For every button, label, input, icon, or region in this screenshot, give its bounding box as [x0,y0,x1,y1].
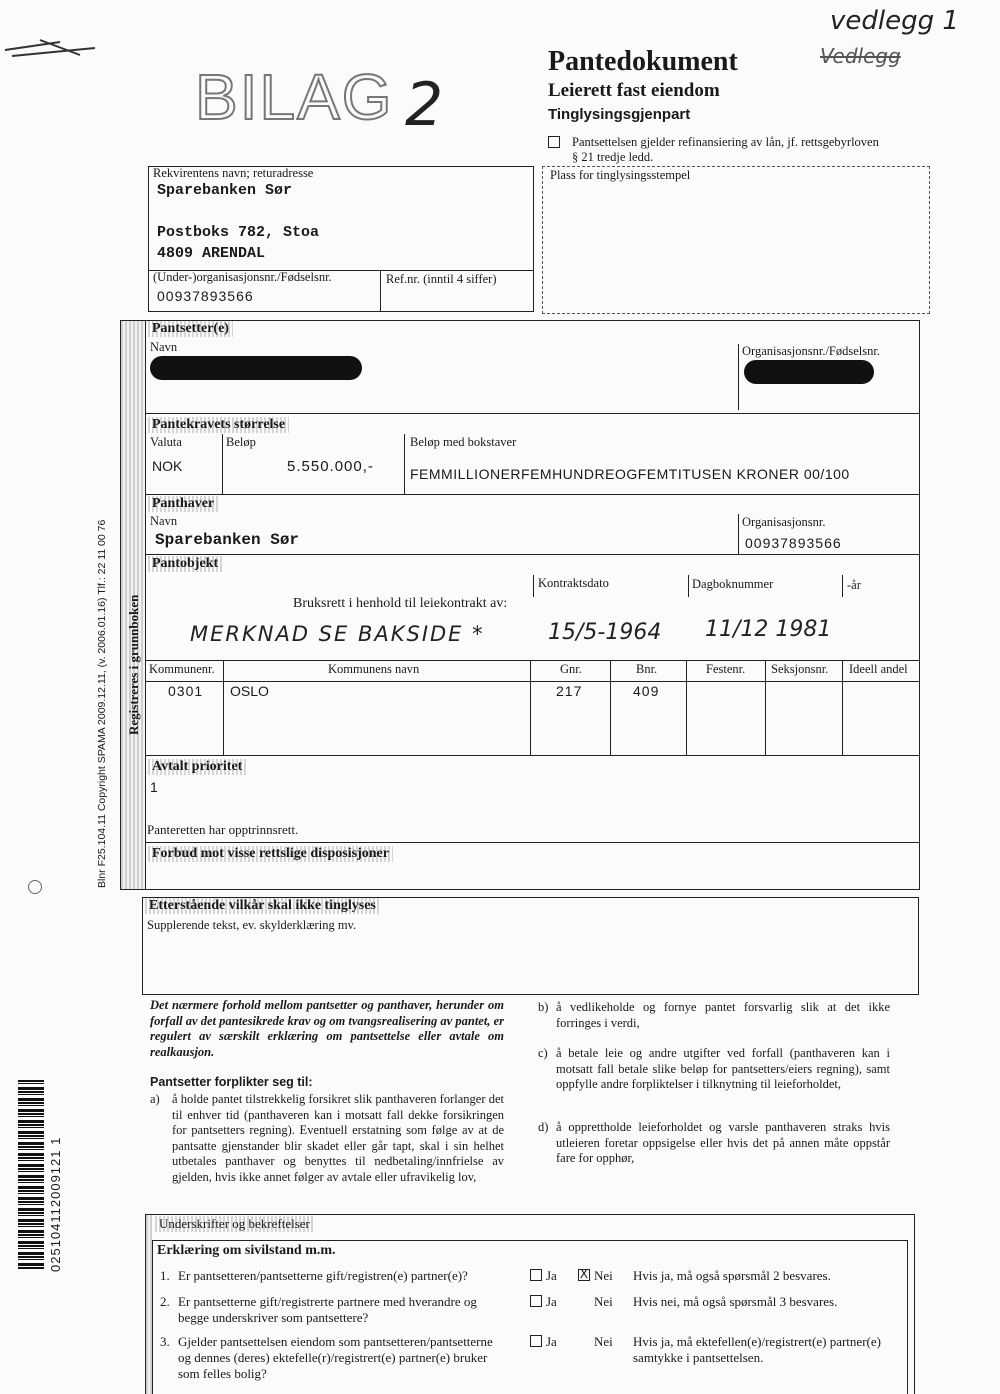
pledger-name-label: Navn [150,340,178,354]
requester-org-value[interactable]: 00937893566 [157,288,254,304]
q2-text-line2: begge underskriver som pantsettere? [178,1310,369,1325]
q3-number: 3. [160,1334,170,1349]
mortgagee-name[interactable]: Sparebanken Sør [155,531,300,549]
q2-number: 2. [160,1294,170,1309]
signatures-heading: Underskrifter og bekreftelser [155,1216,314,1232]
claim-amount-label: Beløp [226,435,256,449]
table-cell-gnr[interactable]: 217 [556,683,583,699]
terms-sub: Supplerende tekst, ev. skylderklæring mv. [147,918,357,932]
redaction-bar [744,360,874,384]
obligation-a: å holde pantet tilstrekkelig forsikret slik panthaveren forlanger det til enhver tid (panthaveren kan i motsatt fall dekke forsikringen for pantsetters regning). Eventuell erstatning som følge av at de pantsatte gjenstander blir skadet eller går tapt, skal i sin helhet utbetales panthaver og benyttes til nedbetaling/innfrielse av gjelden, hvis ikke annet følger av avtale eller ufravikelig lov, [172,1092,504,1184]
mortgagee-org-value[interactable]: 00937893566 [745,535,842,551]
requester-address2[interactable]: 4809 ARENDAL [157,245,266,262]
stamp-area [542,166,930,314]
q2-no-label: Nei [594,1294,613,1309]
prohibition-heading: Forbud mot visse rettslige disposisjoner [148,846,393,862]
q2-hint: Hvis nei, må også spørsmål 3 besvares. [633,1294,838,1309]
document-title: Pantedokument [548,46,738,77]
bilag-stamp: BILAG [195,61,394,133]
refinance-line2: § 21 tredje ledd. [572,150,654,164]
q1-yes-checkbox[interactable] [530,1269,542,1281]
form-copyright-vertical: Blnr F25.104.11 Copyright SPAMA 2009.12.11, (v. 2006.01.16) Tlf.: 22 11 00 76 [96,519,108,888]
q3-text-line2: og dennes (deres) ektefelle(r)/registrert(e) partner(e) bruker [178,1350,488,1365]
table-cell-kommunenr[interactable]: 0301 [168,683,204,699]
table-header-festenr: Festenr. [706,662,746,676]
claim-currency-label: Valuta [150,435,182,449]
priority-value[interactable]: 1 [150,779,158,795]
claim-words-label: Beløp med bokstaver [410,435,517,449]
refinance-line1: Pantsettelsen gjelder refinansiering av lån, jf. rettsgebyrloven [572,135,879,149]
handwritten-journal-number: 11/12 1981 [705,617,832,642]
refinance-checkbox[interactable] [548,136,560,148]
contract-date-label: Kontraktsdato [538,576,609,590]
registered-block [120,320,920,890]
q3-hint-line2: samtykke i pantsettelsen. [633,1350,764,1365]
marital-heading: Erklæring om sivilstand m.m. [157,1243,336,1258]
stamp-area-label: Plass for tinglysingsstempel [550,168,691,182]
punch-hole-icon [28,880,42,894]
mortgagee-name-label: Navn [150,514,178,528]
obligations-heading: Pantsetter forplikter seg til: [150,1075,313,1089]
pen-scribble-icon [0,20,110,70]
q1-number: 1. [160,1268,170,1283]
obligation-b: å vedlikeholde og fornye pantet forsvarlig slik at det ikke forringes i verdi, [556,1000,890,1030]
journal-number-label: Dagboknummer [692,577,774,591]
table-header-kommunenr: Kommunenr. [149,662,215,676]
requester-name[interactable]: Sparebanken Sør [157,182,293,199]
pledger-org-label: Organisasjonsnr./Fødselsnr. [742,344,880,358]
vedlegg-annotation: vedlegg 1 [830,6,959,36]
mortgagee-heading: Panthaver [148,496,218,512]
terms-intro: Det nærmere forhold mellom pantsetter og panthaver, herunder om forfall av det pantesikrede krav og om tvangsrealisering av pantet, er regulert av særskilt erklæring om pantsettelse eller avtale om realkausjon. [150,998,504,1059]
terms-heading: Etterstående vilkår skal ikke tinglyses [145,898,380,914]
document-subtitle: Leierett fast eiendom [548,80,720,101]
lease-text: Bruksrett i henhold til leiekontrakt av: [293,596,508,611]
handwritten-contract-date: 15/5-1964 [548,620,662,645]
table-cell-bnr[interactable]: 409 [633,683,660,699]
q3-text-line3: som felles bolig? [178,1366,267,1381]
q1-no-label: Nei [594,1268,613,1283]
q1-no-checkbox[interactable]: X [579,1267,589,1281]
q3-no-label: Nei [594,1334,613,1349]
table-header-bnr: Bnr. [636,662,658,676]
q3-text-line1: Gjelder pantsettelsen eiendom som pantsetteren/pantsetterne [178,1334,493,1349]
registry-vertical-label: Registreres i grunnboken [126,594,141,735]
bilag-number: 2 [405,70,444,140]
obligation-c: å betale leie og andre utgifter ved forfall (panthaveren kan i motsatt fall betale slike beløp for pantsetters/eiers regning), samt oppfylle andre forpliktelser i tilknytning til leieforholdet, [556,1046,890,1091]
table-header-ideell-andel: Ideell andel [849,662,908,676]
q2-yes-label: Ja [546,1294,557,1309]
mortgagee-org-label: Organisasjonsnr. [742,515,826,529]
q1-hint: Hvis ja, må også spørsmål 2 besvares. [633,1268,831,1283]
q3-yes-label: Ja [546,1334,557,1349]
q2-yes-checkbox[interactable] [530,1295,542,1307]
requester-address1[interactable]: Postboks 782, Stoa [157,224,320,241]
barcode-icon [18,1080,44,1270]
q1-text: Er pantsetteren/pantsetterne gift/registren(e) partner(e)? [178,1268,468,1283]
claim-heading: Pantekravets størrelse [148,417,289,433]
journal-year-label: -år [847,578,861,592]
q3-hint-line1: Hvis ja, må ektefellen(e)/registrert(e) partner(e) [633,1334,881,1349]
pledger-heading: Pantsetter(e) [148,321,233,337]
handwritten-note: MERKNAD SE BAKSIDE * [190,622,485,646]
q1-yes-label: Ja [546,1268,557,1283]
obligation-a-marker: a) [150,1092,160,1106]
obligation-d: å opprettholde leieforholdet og varsle panthaveren straks hvis utleieren foretar oppsigelse eller hvis det på annen måte oppstår fare for opphør, [556,1120,890,1165]
claim-words[interactable]: FEMMILLIONERFEMHUNDREOGFEMTITUSEN KRONER 00/100 [410,466,850,482]
table-header-kommunenavn: Kommunens navn [328,662,420,676]
vedlegg-strike-annotation: Vedlegg [820,44,901,68]
priority-note: Panteretten har opptrinnsrett. [147,822,299,837]
q3-yes-checkbox[interactable] [530,1335,542,1347]
barcode-number: 025104112009121 1 [48,1136,63,1272]
priority-heading: Avtalt prioritet [148,759,246,775]
requester-ref-label: Ref.nr. (inntil 4 siffer) [386,272,497,286]
document-copy-type: Tinglysingsgjenpart [548,106,691,123]
object-heading: Pantobjekt [148,556,222,572]
obligation-b-marker: b) [538,1000,549,1014]
q2-text-line1: Er pantsetterne gift/registrerte partnere med hverandre og [178,1294,477,1309]
obligation-d-marker: d) [538,1120,549,1134]
requester-label: Rekvirentens navn; returadresse [153,166,314,180]
requester-org-label: (Under-)organisasjonsnr./Fødselsnr. [153,270,332,284]
table-header-gnr: Gnr. [560,662,582,676]
table-header-seksjonsnr: Seksjonsnr. [771,662,829,676]
claim-currency[interactable]: NOK [152,458,183,474]
redaction-bar [150,356,362,380]
obligation-c-marker: c) [538,1046,548,1060]
claim-amount[interactable]: 5.550.000,- [287,458,374,475]
table-cell-kommunenavn[interactable]: OSLO [230,683,269,699]
